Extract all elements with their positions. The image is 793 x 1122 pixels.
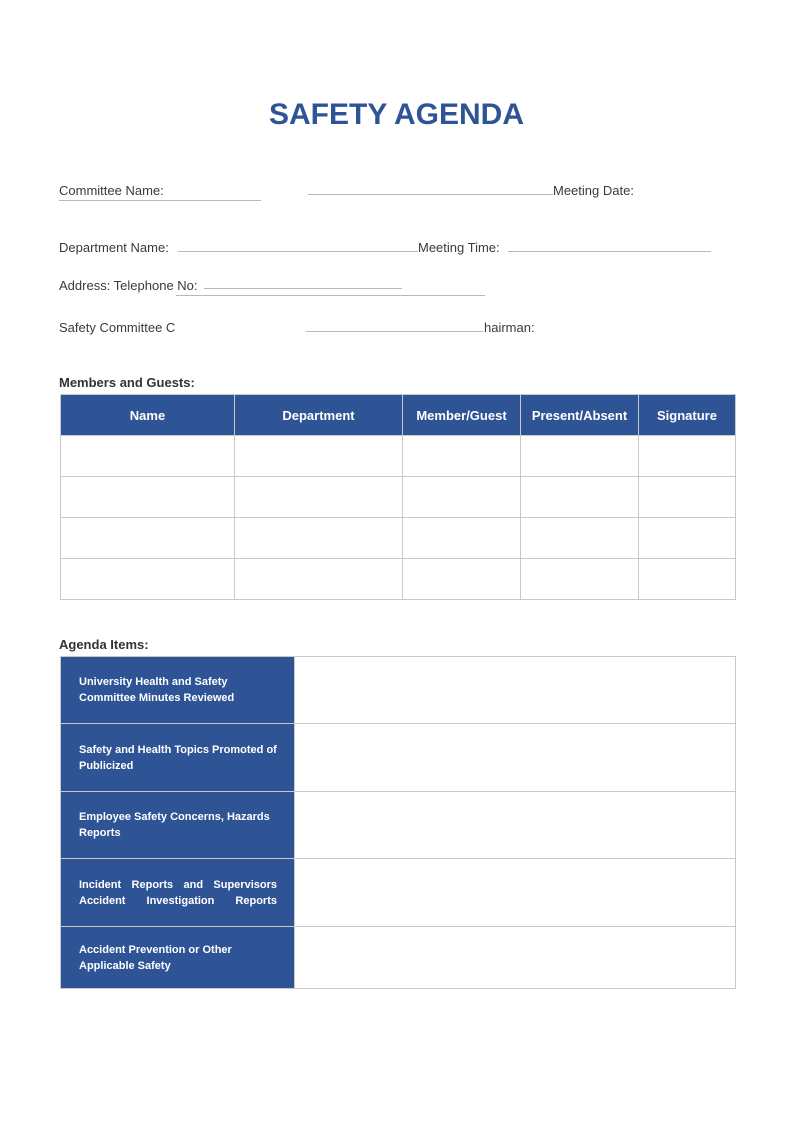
agenda-item-notes[interactable] <box>295 724 736 792</box>
table-cell[interactable] <box>235 477 403 518</box>
department-name-field[interactable] <box>178 251 418 252</box>
table-cell[interactable] <box>639 518 736 559</box>
agenda-item-notes[interactable] <box>295 927 736 989</box>
meeting-time-label: Meeting Time: <box>418 240 500 255</box>
page-title: SAFETY AGENDA <box>268 98 525 131</box>
column-header-member-guest: Member/Guest <box>403 395 521 436</box>
table-cell[interactable] <box>403 477 521 518</box>
table-cell[interactable] <box>235 559 403 600</box>
agenda-item-notes[interactable] <box>295 792 736 859</box>
agenda-row <box>61 792 736 859</box>
table-cell[interactable] <box>639 559 736 600</box>
agenda-item-notes[interactable] <box>295 657 736 724</box>
table-cell[interactable] <box>639 436 736 477</box>
agenda-item-label: Accident Prevention or Other Applicable Safety <box>61 927 295 989</box>
agenda-row <box>61 927 736 989</box>
table-cell[interactable] <box>521 436 639 477</box>
table-cell[interactable] <box>235 436 403 477</box>
table-cell[interactable] <box>521 559 639 600</box>
agenda-table <box>60 656 736 989</box>
column-header-signature: Signature <box>639 395 736 436</box>
table-cell[interactable] <box>521 477 639 518</box>
column-header-name: Name <box>61 395 235 436</box>
chairman-label: hairman: <box>484 320 535 335</box>
meeting-date-label: Meeting Date: <box>553 183 634 198</box>
members-heading: Members and Guests: <box>59 375 195 390</box>
safety-committee-chairman-field[interactable] <box>306 331 483 332</box>
department-name-label: Department Name: <box>59 240 169 255</box>
table-cell[interactable] <box>403 518 521 559</box>
committee-name-label: Committee Name: <box>59 183 164 198</box>
table-row <box>61 559 736 600</box>
table-row <box>61 436 736 477</box>
meeting-time-field[interactable] <box>508 251 711 252</box>
agenda-item-label: Incident Reports and Supervisors Accident Investigation Reports <box>61 859 295 927</box>
agenda-item-label: Employee Safety Concerns, Hazards Reports <box>61 792 295 859</box>
telephone-field[interactable] <box>204 288 402 289</box>
committee-name-field[interactable] <box>59 200 261 201</box>
table-row <box>61 477 736 518</box>
meeting-date-field[interactable] <box>308 194 553 195</box>
table-cell[interactable] <box>61 436 235 477</box>
table-cell[interactable] <box>61 477 235 518</box>
table-cell[interactable] <box>61 559 235 600</box>
members-table <box>60 394 736 600</box>
table-cell[interactable] <box>235 518 403 559</box>
agenda-item-label: Safety and Health Topics Promoted of Publicized <box>61 724 295 792</box>
table-cell[interactable] <box>403 436 521 477</box>
agenda-item-label: University Health and Safety Committee Minutes Reviewed <box>61 657 295 724</box>
agenda-item-notes[interactable] <box>295 859 736 927</box>
members-header-row <box>61 395 736 436</box>
agenda-row <box>61 859 736 927</box>
table-cell[interactable] <box>639 477 736 518</box>
column-header-department: Department <box>235 395 403 436</box>
table-cell[interactable] <box>61 518 235 559</box>
table-cell[interactable] <box>403 559 521 600</box>
column-header-present-absent: Present/Absent <box>521 395 639 436</box>
address-field[interactable] <box>176 295 485 296</box>
safety-committee-label: Safety Committee C <box>59 320 176 335</box>
agenda-row <box>61 724 736 792</box>
agenda-row <box>61 657 736 724</box>
address-telephone-label: Address: Telephone No: <box>59 278 198 293</box>
table-cell[interactable] <box>521 518 639 559</box>
agenda-heading: Agenda Items: <box>59 637 149 652</box>
table-row <box>61 518 736 559</box>
